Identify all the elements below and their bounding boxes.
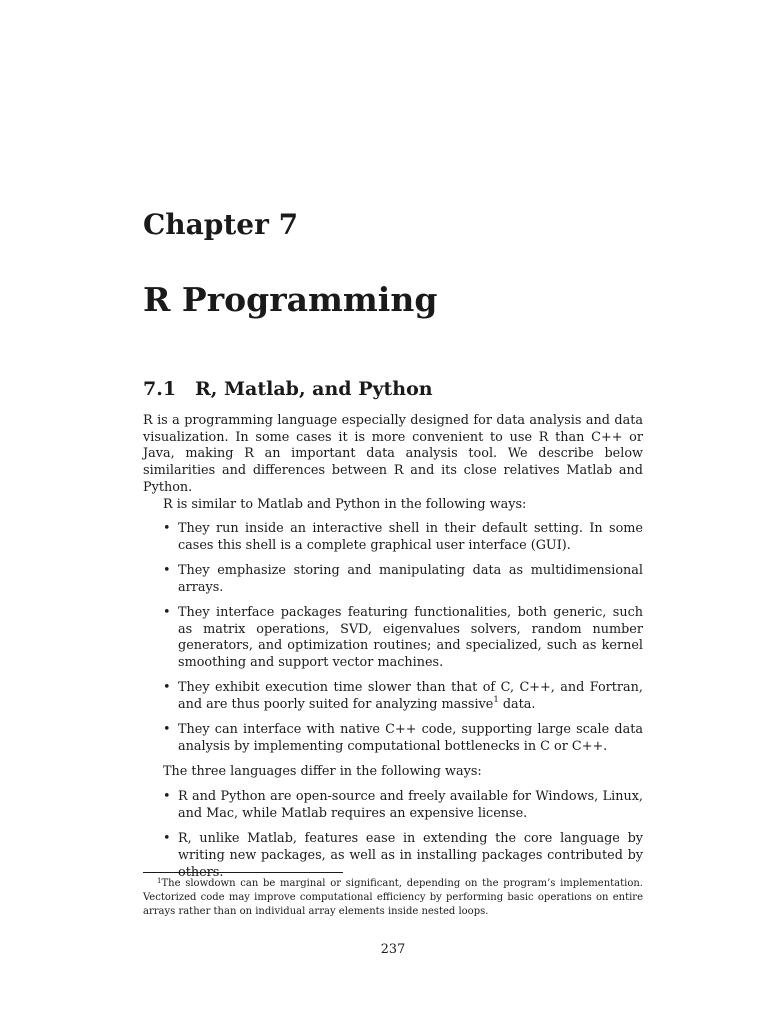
- page-number: 237: [380, 942, 406, 957]
- bullet-glyph: •: [163, 563, 171, 579]
- list-item-text: They emphasize storing and manipulating data as multidimensional arrays.: [178, 563, 643, 595]
- list-item: [143, 521, 643, 554]
- chapter-label: Chapter 7: [143, 208, 299, 241]
- list-item: [143, 831, 643, 881]
- similarities-lead-paragraph: R is similar to Matlab and Python in the following ways:: [163, 496, 527, 512]
- bullet-glyph: •: [163, 521, 171, 537]
- similarities-list: [143, 521, 643, 755]
- list-item: [143, 680, 643, 713]
- intro-paragraph: R is a programming language especially designed for data analysis and data visualization. In some cases it is more convenient to use R than C++ or Java, making R an important data analysis tool. We describe below similarities and differences between R and its close relatives Matlab and Python.: [143, 413, 643, 495]
- footnote-divider: [143, 872, 343, 873]
- bullet-glyph: •: [163, 722, 171, 738]
- list-item-text: They run inside an interactive shell in their default setting. In some cases this shell is a complete graphical user interface (GUI).: [178, 521, 643, 553]
- list-item-text: R, unlike Matlab, features ease in extending the core language by writing new packages, as well as in installing packages contributed by others.: [178, 831, 643, 880]
- list-item: [143, 789, 643, 822]
- footnote: [143, 877, 643, 920]
- bullet-glyph: •: [163, 680, 171, 696]
- list-item-text: They interface packages featuring functionalities, both generic, such as matrix operations, SVD, eigenvalues solvers, random number generators, and optimization routines; and specialized, such as kernel smoothing and support vector machines.: [178, 605, 643, 671]
- list-item-text: They exhibit execution time slower than that of C, C++, and Fortran, and are thus poorly suited for analyzing massive: [178, 680, 643, 713]
- list-item: [143, 722, 643, 755]
- footnote-text: The slowdown can be marginal or significant, depending on the program’s implementation. Vectorized code may improve computational efficiency by performing basic operations on entire arrays rather than on individual array elements inside nested loops.: [143, 878, 643, 918]
- bullet-glyph: •: [163, 605, 171, 621]
- bullet-glyph: •: [163, 788, 171, 804]
- list-item-text-tail: data.: [498, 697, 536, 713]
- differences-lead-paragraph: The three languages differ in the following ways:: [163, 764, 482, 780]
- list-item: [143, 563, 643, 596]
- chapter-title: R Programming: [143, 280, 438, 319]
- bullet-glyph: •: [163, 831, 171, 847]
- section-number: 7.1: [143, 378, 177, 400]
- differences-list: [143, 789, 643, 882]
- section-title: R, Matlab, and Python: [195, 378, 433, 400]
- footnote-mark: 1: [157, 877, 162, 885]
- list-item-text: They can interface with native C++ code, supporting large scale data analysis by implementing computational bottlenecks in C or C++.: [178, 722, 643, 754]
- list-item: [143, 605, 643, 672]
- body-text: [143, 413, 643, 890]
- list-item-text: R and Python are open-source and freely available for Windows, Linux, and Mac, while Matlab requires an expensive license.: [178, 788, 643, 821]
- footnote-reference: 1: [493, 694, 499, 705]
- section-heading: [143, 375, 433, 403]
